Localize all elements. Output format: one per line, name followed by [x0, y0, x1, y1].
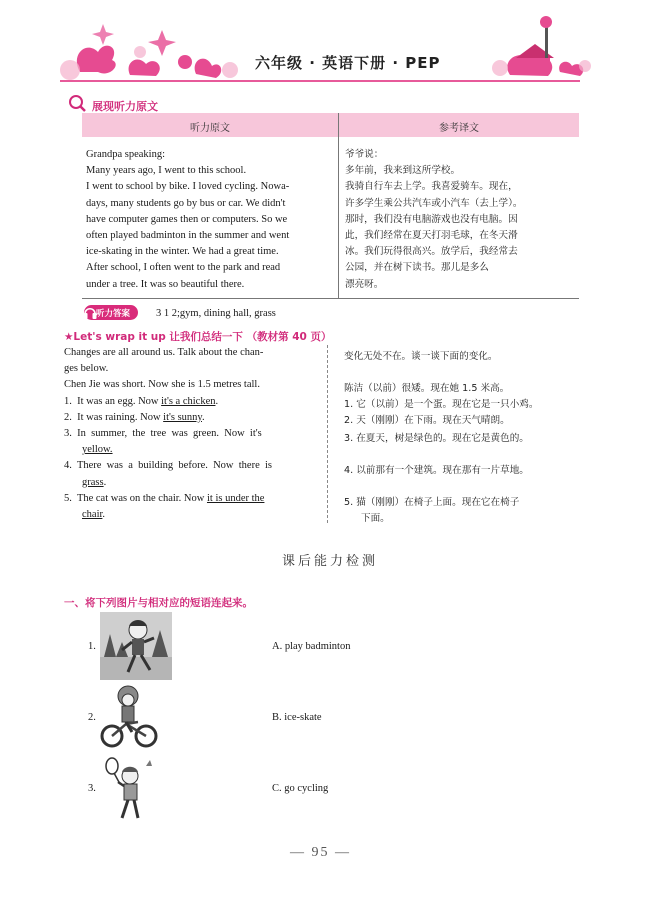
wrap-item-continued: chair. [82, 509, 106, 521]
item-number: 1. [88, 641, 96, 652]
wrap-item-zh: 1. 它（以前）是一个蛋。现在它是一只小鸡。 [344, 399, 539, 410]
wrap-column-divider [327, 345, 329, 523]
wrap-item-continued: grass. [82, 476, 107, 488]
transcript-line: Many years ago, I went to this school. [86, 165, 247, 177]
page-number: — 95 — [290, 845, 351, 860]
wrap-intro-line: Changes are all around us. Talk about the chan- [64, 347, 264, 358]
table-bottom-rule [82, 298, 579, 299]
translation-line: 公园，并在树下读书。那儿是多么 [345, 262, 489, 274]
wrap-item-zh: 5. 猫（刚刚）在椅子上面。现在它在椅子 [344, 497, 520, 508]
wrap-answer: grass [82, 476, 104, 488]
translation-chinese [345, 147, 577, 293]
wrap-answer: it is under the [206, 492, 265, 504]
cycling-boy-image [98, 684, 160, 750]
translation-line: 此，我们经常在夏天打羽毛球，在冬天滑 [345, 230, 518, 242]
wrap-example-zh: 陈洁（以前）很矮。现在她 1.5 米高。 [344, 383, 510, 394]
wrap-answer: it's a chicken [161, 395, 216, 407]
transcript-line: often played badminton in the summer and went [86, 230, 290, 242]
header-title: 六年级 · 英语下册 · PEP [255, 54, 441, 72]
translation-line: 漂亮呀。 [345, 278, 384, 290]
after-class-title: 课后能力检测 [282, 554, 379, 569]
exercise-title: 一、将下列图片与相对应的短语连起来。 [64, 597, 253, 609]
transcript-line: I went to school by bike. I loved cycling. Nowa- [86, 181, 290, 193]
transcript-line: under a tree. It was so beautiful there. [86, 278, 245, 290]
option-label: A. play badminton [272, 641, 351, 652]
wrap-intro-line: ges below. [64, 363, 109, 375]
transcript-line: ice-skating in the winter. We had a great time. [86, 246, 279, 258]
magnifier-icon [68, 94, 86, 112]
transcript-english [86, 147, 334, 293]
wrap-intro-zh: 变化无处不在。谈一谈下面的变化。 [344, 351, 498, 362]
answer-badge-label: 听力答案 [96, 309, 131, 319]
col-header-transcript: 听力原文 [190, 123, 230, 134]
header-decoration [0, 0, 658, 90]
wrap-item-zh: 2. 天（刚刚）在下雨。现在天气晴朗。 [344, 415, 510, 426]
transcript-line: After school, I often went to the park and read [86, 262, 281, 274]
wrap-item-zh-continued: 下面。 [361, 513, 390, 524]
transcript-line: Grandpa speaking: [86, 149, 166, 160]
wrap-answer: chair [82, 509, 103, 521]
badminton-boy-image [100, 756, 156, 822]
col-header-translation: 参考译文 [439, 123, 479, 134]
answer-text: 3 1 2;gym, dining hall, grass [156, 308, 276, 319]
translation-line: 我骑自行车去上学。我喜爱骑车。现在， [345, 181, 518, 193]
wrap-answer: yellow. [82, 444, 113, 456]
translation-line: 冰。我们玩得很高兴。放学后，我经常去 [345, 246, 518, 258]
option-label: C. go cycling [272, 783, 329, 794]
header-rule [60, 80, 580, 82]
translation-line: 许多学生乘公共汽车或小汽车（去上学）。 [345, 197, 523, 209]
wrap-answer: it's sunny [163, 411, 202, 423]
option-label: B. ice-skate [272, 712, 322, 723]
column-divider [338, 113, 339, 299]
translation-line: 爷爷说： [345, 149, 384, 160]
wrap-section-title: ★Let's wrap it up 让我们总结一下 （教材第 40 页） [64, 331, 332, 343]
wrap-item-zh: 4. 以前那有一个建筑。现在那有一片草地。 [344, 465, 529, 476]
wrap-item-continued [64, 442, 319, 458]
wrap-item: 4. There was a building before. Now there is [64, 460, 273, 472]
wrap-item: 3. In summer, the tree was green. Now it's [64, 428, 262, 440]
transcript-table [82, 113, 579, 299]
wrap-english [64, 345, 319, 523]
wrap-item: 2. It was raining. Now it's sunny. [64, 411, 205, 423]
transcript-line: have computer games then or computers. So we [86, 213, 288, 225]
wrap-item: 1. It was an egg. Now it's a chicken. [64, 395, 219, 407]
translation-line: 那时，我们没有电脑游戏也没有电脑。因 [345, 213, 518, 225]
ice-skating-boy-image [100, 612, 172, 680]
wrap-item-zh: 3. 在夏天，树是绿色的。现在它是黄色的。 [344, 433, 529, 444]
wrap-example-line: Chen Jie was short. Now she is 1.5 metres tall. [64, 379, 260, 391]
item-number: 3. [88, 783, 96, 794]
section-title: 展现听力原文 [92, 100, 158, 113]
wrap-item: 5. The cat was on the chair. Now it is under the [64, 492, 265, 504]
page-header [0, 0, 658, 90]
item-number: 2. [88, 712, 96, 723]
translation-line: 多年前，我来到这所学校。 [345, 165, 461, 177]
transcript-line: days, many students go by bus or car. We didn't [86, 197, 286, 209]
